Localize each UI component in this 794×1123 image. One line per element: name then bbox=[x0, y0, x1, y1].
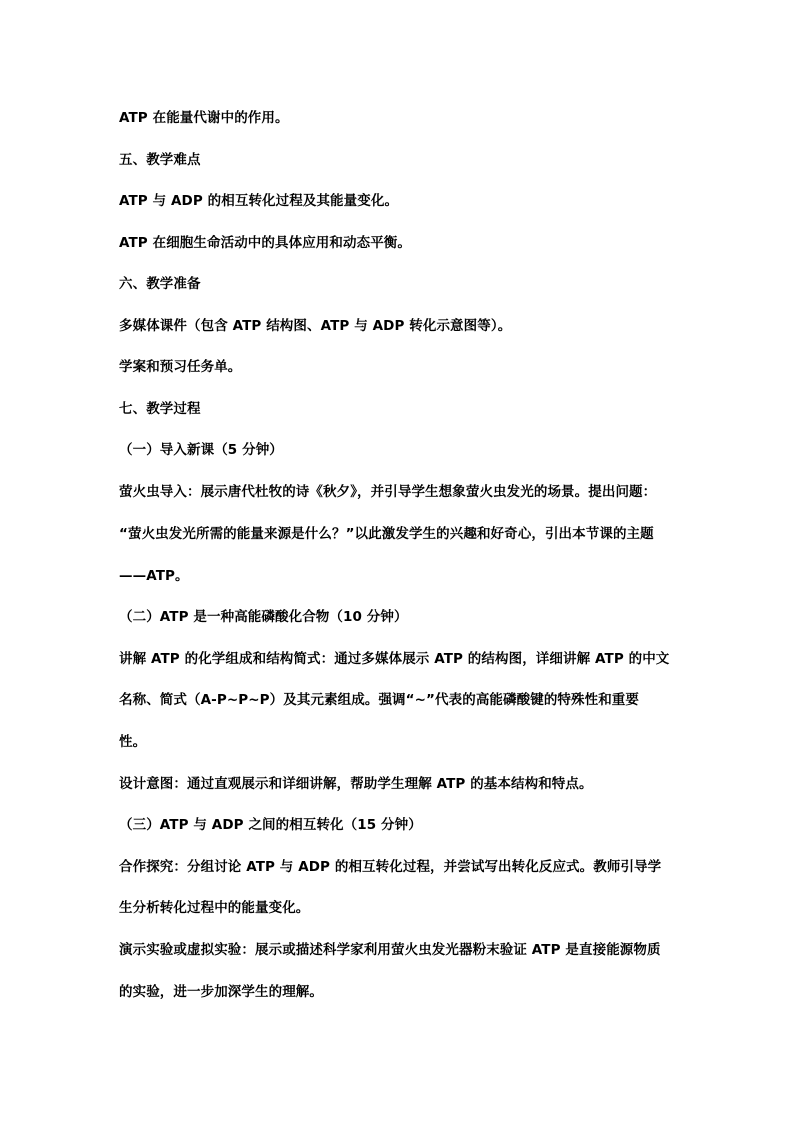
subsection-heading-conversion: （三）ATP 与 ADP 之间的相互转化（15 分钟） bbox=[119, 817, 422, 833]
text-line: ATP 在细胞生命活动中的具体应用和动态平衡。 bbox=[119, 235, 412, 251]
text-line: “萤火虫发光所需的能量来源是什么？”以此激发学生的兴趣和好奇心，引出本节课的主题 bbox=[119, 526, 654, 542]
text-line: 生分析转化过程中的能量变化。 bbox=[119, 900, 310, 916]
text-line: 多媒体课件（包含 ATP 结构图、ATP 与 ADP 转化示意图等）。 bbox=[119, 318, 512, 334]
text-line: 名称、简式（A-P~P~P）及其元素组成。强调“~”代表的高能磷酸键的特殊性和重要 bbox=[119, 692, 640, 708]
subsection-heading-intro: （一）导入新课（5 分钟） bbox=[119, 442, 283, 458]
section-heading-difficulties: 五、教学难点 bbox=[119, 152, 201, 168]
section-heading-process: 七、教学过程 bbox=[119, 401, 201, 417]
text-line: 合作探究：分组讨论 ATP 与 ADP 的相互转化过程，并尝试写出转化反应式。教师引导学 bbox=[119, 859, 662, 875]
text-line: 学案和预习任务单。 bbox=[119, 359, 242, 375]
text-line: 性。 bbox=[119, 734, 147, 750]
text-line: ATP 在能量代谢中的作用。 bbox=[119, 110, 289, 126]
text-line: ——ATP。 bbox=[119, 568, 189, 584]
section-heading-preparation: 六、教学准备 bbox=[119, 276, 201, 292]
text-line: 演示实验或虚拟实验：展示或描述科学家利用萤火虫发光器粉末验证 ATP 是直接能源物质 bbox=[119, 942, 661, 958]
subsection-heading-atp: （二）ATP 是一种高能磷酸化合物（10 分钟） bbox=[119, 609, 408, 625]
text-line: 设计意图：通过直观展示和详细讲解，帮助学生理解 ATP 的基本结构和特点。 bbox=[119, 776, 593, 792]
text-line: 的实验，进一步加深学生的理解。 bbox=[119, 984, 323, 1000]
text-line: 萤火虫导入：展示唐代杜牧的诗《秋夕》，并引导学生想象萤火虫发光的场景。提出问题： bbox=[119, 484, 657, 500]
text-line: ATP 与 ADP 的相互转化过程及其能量变化。 bbox=[119, 193, 399, 209]
text-line: 讲解 ATP 的化学组成和结构简式：通过多媒体展示 ATP 的结构图，详细讲解 ATP 的中文 bbox=[119, 651, 670, 667]
